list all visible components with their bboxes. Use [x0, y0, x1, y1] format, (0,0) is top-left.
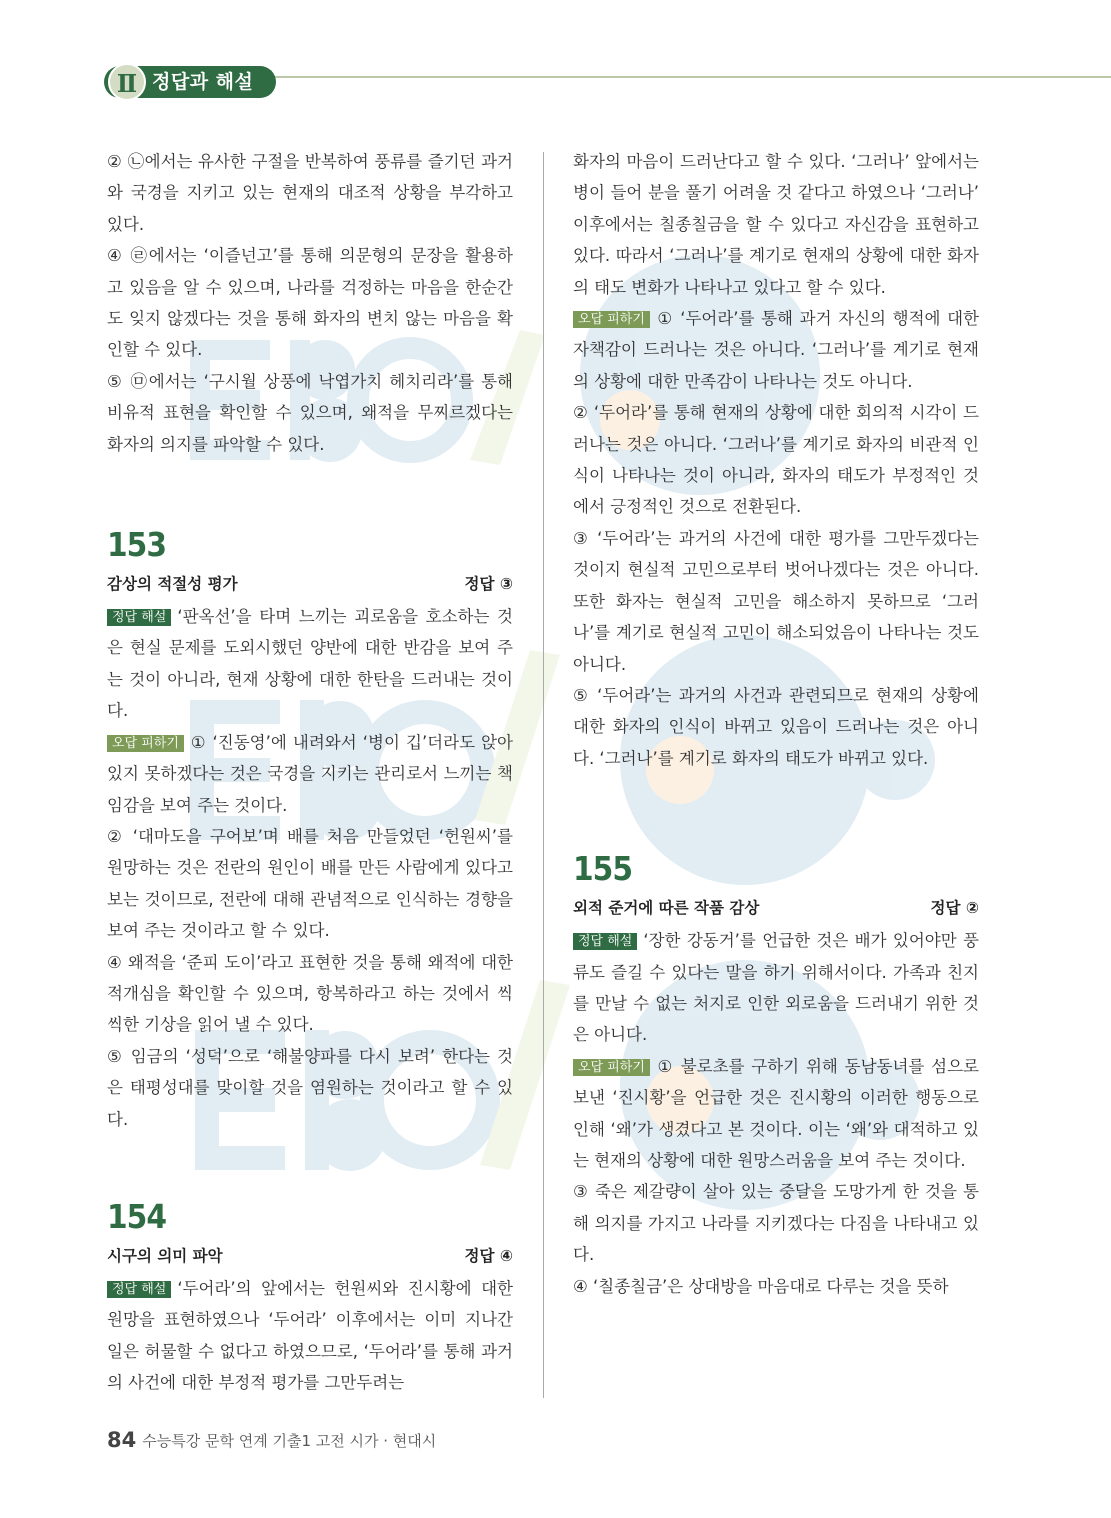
intro-paragraph: ④ ㉣에서는 ‘이즐넌고’를 통해 의문형의 문장을 활용하고 있음을 알 수 있으며, 나라를 걱정하는 마음을 한순간도 잊지 않겠다는 것을 통해 화자의 변치 않는 마음을 확인할 수 있다.: [107, 246, 513, 360]
solution-text: ‘장한 강동거’를 언급한 것은 배가 있어야만 풍류도 즐길 수 있다는 말을 하기 위해서이다. 가족과 친지를 만날 수 없는 처지로 인한 외로움을 드러내기 위한 것은 아니다.: [573, 931, 979, 1045]
avoid-paragraph: ④ 왜적을 ‘준피 도이’라고 표현한 것을 통해 왜적에 대한 적개심을 확인할 수 있으며, 항복하라고 하는 것에서 씩씩한 기상을 읽어 낼 수 있다.: [107, 952, 513, 1035]
avoid-paragraph: [107, 727, 513, 821]
avoid-badge: 오답 피하기: [573, 311, 650, 328]
avoid-badge: 오답 피하기: [573, 1059, 650, 1076]
question-number: 155: [573, 849, 632, 889]
avoid-text: ① 불로초를 구하기 위해 동남동녀를 섬으로 보낸 ‘진시황’을 언급한 것은 진시황의 이러한 행동으로 인해 ‘왜’가 생겼다고 본 것이다. 이는 ‘왜’와 대적하고 있는 현재의 상황에 대한 원망스러움을 보여 주는 것이다.: [573, 1056, 979, 1170]
question-answer: 정답 ④: [464, 1246, 513, 1265]
left-column: [107, 146, 513, 1399]
book-title: 수능특강 문학 연계 기출1 고전 시가 · 현대시: [142, 1432, 437, 1450]
column-divider: [543, 152, 544, 1398]
question-answer: 정답 ②: [930, 899, 979, 918]
avoid-paragraph: ④ ‘칠종칠금’은 상대방을 마음대로 다루는 것을 뜻하: [573, 1276, 949, 1296]
avoid-text: ① ‘진동영’에 내려와서 ‘병이 깁’더라도 앉아 있지 못하겠다는 것은 국경을 지키는 관리로서 느끼는 책임감을 보여 주는 것이다.: [107, 732, 513, 815]
question-heading: [107, 1245, 513, 1267]
page-number: 84: [107, 1428, 137, 1452]
solution-badge: 정답 해설: [107, 1281, 171, 1298]
avoid-text: ① ‘두어라’를 통해 과거 자신의 행적에 대한 자책감이 드러나는 것은 아니다. ‘그러나’를 계기로 현재의 상황에 대한 만족감이 나타나는 것도 아니다.: [573, 309, 979, 391]
solution-badge: 정답 해설: [573, 933, 637, 950]
question-heading: [573, 897, 979, 919]
avoid-paragraph: ② ‘두어라’를 통해 현재의 상황에 대한 회의적 시각이 드러나는 것은 아니다. ‘그러나’를 계기로 화자의 비관적 인식이 나타나는 것이 아니라, 화자의 태도가 부정적인 것에서 긍정적인 것으로 전환된다.: [573, 403, 979, 517]
avoid-badge: 오답 피하기: [107, 735, 184, 752]
question-topic: 감상의 적절성 평가: [107, 575, 238, 594]
avoid-paragraph: ② ‘대마도을 구어보’며 배를 처음 만들었던 ‘헌원씨’를 원망하는 것은 전란의 원인이 배를 만든 사람에게 있다고 보는 것이므로, 전란에 대해 관념적으로 인식하는 경향을 보여 주는 것이라고 할 수 있다.: [107, 826, 513, 941]
continuation-paragraph: 화자의 마음이 드러난다고 할 수 있다. ‘그러나’ 앞에서는 병이 들어 분을 풀기 어려울 것 같다고 하였으나 ‘그러나’ 이후에서는 칠종칠금을 할 수 있다고 자신감을 표현하고 있다. 따라서 ‘그러나’를 계기로 현재의 상황에 대한 화자의 태도 변화가 나타나고 있다고 할 수 있다.: [573, 152, 979, 297]
solution-paragraph: [573, 925, 979, 1051]
solution-paragraph: [107, 601, 513, 727]
question-topic: 외적 준거에 따른 작품 감상: [573, 899, 760, 918]
avoid-paragraph: ⑤ 임금의 ‘성덕’으로 ‘해불양파를 다시 보려’ 한다는 것은 태평성대를 맞이할 것을 염원하는 것이라고 할 수 있다.: [107, 1046, 513, 1129]
intro-paragraph: ⑤ ㉤에서는 ‘구시월 상풍에 낙엽가치 헤치리라’를 통해 비유적 표현을 확인할 수 있으며, 왜적을 무찌르겠다는 화자의 의지를 파악할 수 있다.: [107, 371, 513, 454]
section-title: 정답과 해설: [152, 71, 254, 93]
question-topic: 시구의 의미 파악: [107, 1246, 223, 1265]
avoid-paragraph: ③ ‘두어라’는 과거의 사건에 대한 평가를 그만두겠다는 것이지 현실적 고민으로부터 벗어나겠다는 것은 아니다. 또한 화자는 현실적 고민을 해소하지 못하므로 ‘그러나’를 계기로 현실적 고민이 해소되었음이 나타나는 것도 아니다.: [573, 528, 979, 674]
solution-text: ‘판옥선’을 타며 느끼는 괴로움을 호소하는 것은 현실 문제를 도외시했던 양반에 대한 반감을 보여 주는 것이 아니라, 현재 상황에 대한 한탄을 드러내는 것이다.: [107, 607, 513, 721]
avoid-paragraph: ③ 죽은 제갈량이 살아 있는 중달을 도망가게 한 것을 통해 의지를 가지고 나라를 지키겠다는 다짐을 나타내고 있다.: [573, 1182, 979, 1265]
section-header: [104, 66, 276, 98]
question-answer: 정답 ③: [464, 575, 513, 594]
section-roman-numeral: Ⅱ: [108, 63, 146, 101]
avoid-paragraph: [573, 1051, 979, 1177]
right-column: [573, 146, 979, 1302]
header-rule: [240, 76, 1111, 78]
solution-paragraph: [107, 1273, 513, 1399]
avoid-paragraph: ⑤ ‘두어라’는 과거의 사건과 관련되므로 현재의 상황에 대한 화자의 인식이 바뀌고 있음이 드러나는 것은 아니다. ‘그러나’를 계기로 화자의 태도가 바뀌고 있다.: [573, 685, 979, 768]
avoid-paragraph: [573, 303, 979, 397]
page-footer: [107, 1428, 436, 1452]
solution-badge: 정답 해설: [107, 609, 171, 626]
question-heading: [107, 573, 513, 595]
question-number: 153: [107, 525, 166, 565]
intro-paragraph: ② ㉡에서는 유사한 구절을 반복하여 풍류를 즐기던 과거와 국경을 지키고 있는 현재의 대조적 상황을 부각하고 있다.: [107, 152, 513, 234]
solution-text: ‘두어라’의 앞에서는 헌원씨와 진시황에 대한 원망을 표현하였으나 ‘두어라’ 이후에서는 이미 지나간 일은 허물할 수 없다고 하였으므로, ‘두어라’를 통해 과거의 사건에 대한 부정적 평가를 그만두려는: [107, 1278, 513, 1393]
question-number: 154: [107, 1196, 166, 1236]
